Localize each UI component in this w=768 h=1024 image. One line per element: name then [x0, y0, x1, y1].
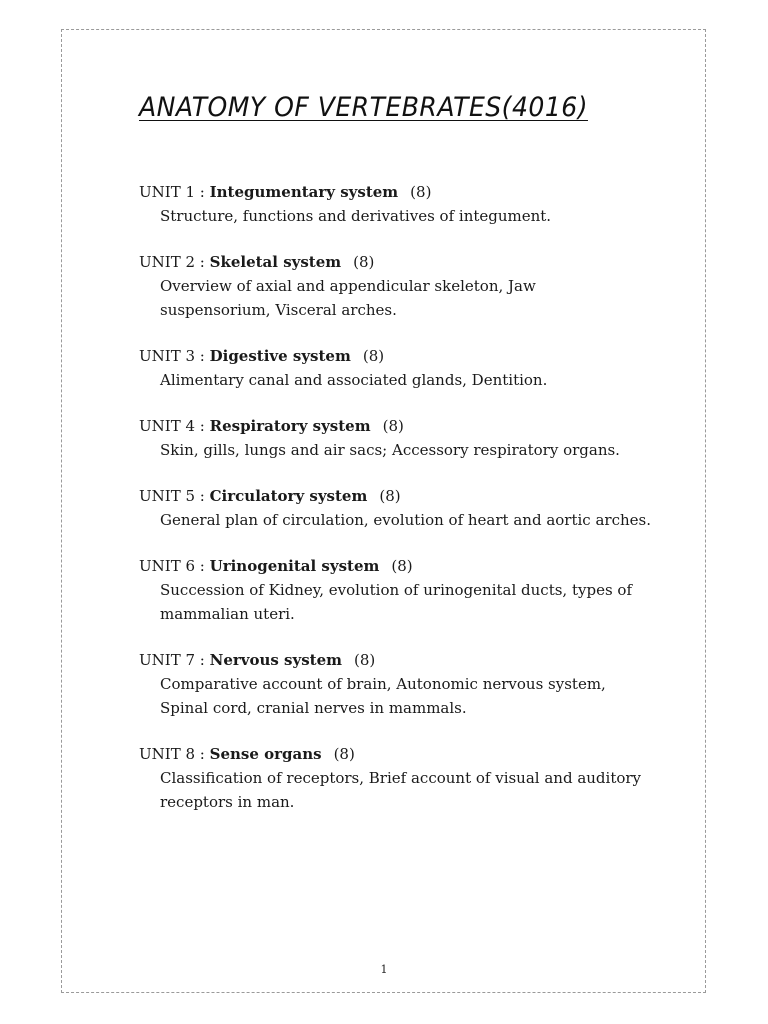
unit-name: Circulatory system — [209, 487, 368, 505]
unit-description — [160, 508, 679, 532]
description-line: Spinal cord, cranial nerves in mammals. — [160, 699, 467, 717]
unit-marks: (8) — [353, 253, 375, 271]
unit-description — [160, 766, 679, 814]
description-line: mammalian uteri. — [160, 605, 295, 623]
unit-7 — [139, 648, 679, 720]
description-line: Skin, gills, lungs and air sacs; Accessory respiratory organs. — [160, 441, 620, 459]
unit-name: Sense organs — [209, 745, 322, 763]
unit-name: Nervous system — [209, 651, 343, 669]
unit-list — [139, 180, 679, 836]
description-line: receptors in man. — [160, 793, 295, 811]
description-line: Overview of axial and appendicular skeleton, Jaw — [160, 277, 536, 295]
unit-name: Integumentary system — [209, 183, 399, 201]
description-line: Classification of receptors, Brief account of visual and auditory — [160, 769, 642, 787]
unit-1 — [139, 180, 679, 228]
unit-4 — [139, 414, 679, 462]
unit-label: UNIT 8 : — [139, 745, 210, 763]
description-line: General plan of circulation, evolution of heart and aortic arches. — [160, 511, 651, 529]
page-number: 1 — [380, 963, 388, 976]
unit-marks: (8) — [354, 651, 376, 669]
unit-name: Urinogenital system — [209, 557, 380, 575]
unit-label: UNIT 6 : — [139, 557, 210, 575]
description-line: Structure, functions and derivatives of integument. — [160, 207, 552, 225]
unit-description — [160, 274, 679, 322]
unit-2 — [139, 250, 679, 322]
unit-description — [160, 438, 679, 462]
unit-heading — [139, 344, 679, 368]
description-line: Succession of Kidney, evolution of urinogenital ducts, types of — [160, 581, 633, 599]
unit-description — [160, 578, 679, 626]
unit-name: Digestive system — [209, 347, 351, 365]
unit-label: UNIT 3 : — [139, 347, 210, 365]
unit-description — [160, 204, 679, 228]
unit-heading — [139, 648, 679, 672]
unit-heading — [139, 742, 679, 766]
unit-marks: (8) — [391, 557, 413, 575]
unit-heading — [139, 414, 679, 438]
unit-marks: (8) — [410, 183, 432, 201]
unit-label: UNIT 4 : — [139, 417, 210, 435]
unit-marks: (8) — [382, 417, 404, 435]
description-line: suspensorium, Visceral arches. — [160, 301, 397, 319]
description-line: Comparative account of brain, Autonomic nervous system, — [160, 675, 606, 693]
unit-label: UNIT 7 : — [139, 651, 210, 669]
unit-3 — [139, 344, 679, 392]
unit-heading — [139, 250, 679, 274]
unit-heading — [139, 554, 679, 578]
unit-name: Skeletal system — [209, 253, 342, 271]
document-title: ANATOMY OF VERTEBRATES(4016) — [139, 92, 588, 123]
unit-marks: (8) — [379, 487, 401, 505]
unit-marks: (8) — [362, 347, 385, 365]
unit-description — [160, 368, 679, 392]
unit-description — [160, 672, 679, 720]
unit-name: Respiratory system — [209, 417, 371, 435]
unit-5 — [139, 484, 679, 532]
unit-6 — [139, 554, 679, 626]
unit-label: UNIT 5 : — [139, 487, 210, 505]
unit-marks: (8) — [333, 745, 355, 763]
description-line: Alimentary canal and associated glands, Dentition. — [160, 371, 548, 389]
unit-label: UNIT 2 : — [139, 253, 210, 271]
unit-8 — [139, 742, 679, 814]
unit-heading — [139, 484, 679, 508]
unit-label: UNIT 1 : — [139, 183, 210, 201]
unit-heading — [139, 180, 679, 204]
